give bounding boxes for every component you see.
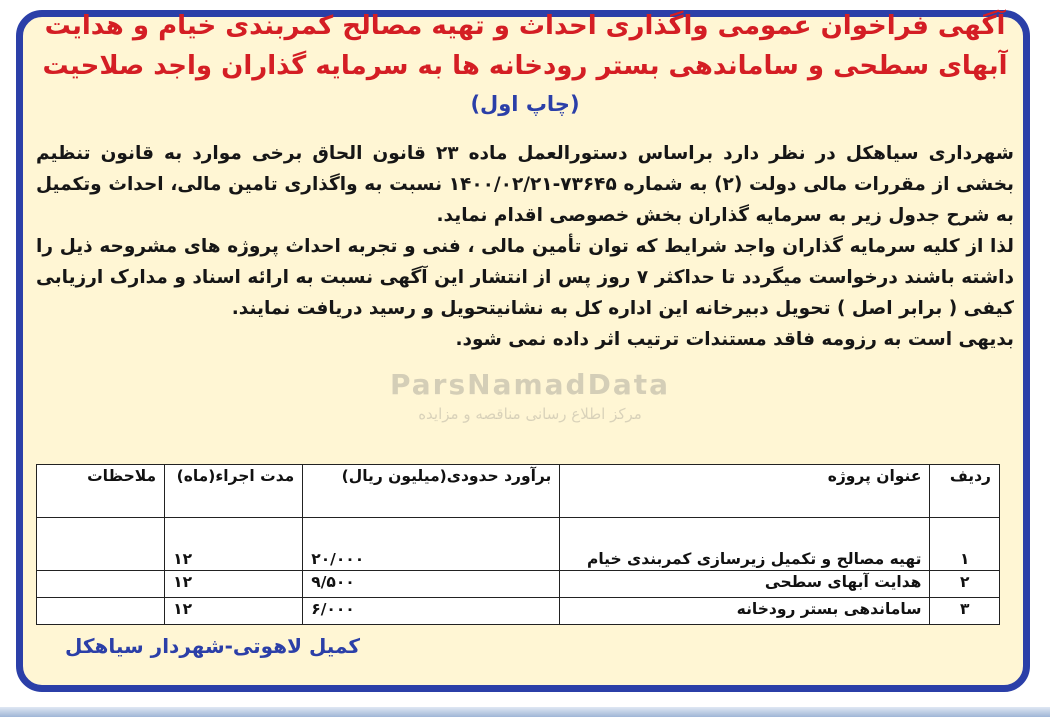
project-estimate: ۶/۰۰۰	[303, 598, 560, 625]
notice-paragraph-2: لذا از کلیه سرمایه گذاران واجد شرایط که توان تأمین مالی ، فنی و تجربه احداث پروژه های مشروحه ذیل را داشته باشند درخواست میگردد تا حداکثر ۷ روز پس از انتشار این آگهی نسبت به ارائه اسناد و مدارک ارزیابی کیفی ( برابر اصل ) تحویل دبیرخانه این اداره کل به نشانیتحویل و رسید دریافت نمایند.	[36, 236, 1014, 319]
notice-paragraph-3: بدیهی است به رزومه فاقد مستندات ترتیب اثر داده نمی شود.	[455, 329, 1014, 350]
project-title: ساماندهی بستر رودخانه	[560, 598, 930, 625]
table-row	[37, 518, 1000, 571]
project-notes	[37, 598, 165, 625]
table-row	[37, 598, 1000, 625]
header-project-title: عنوان پروژه	[560, 465, 930, 518]
bottom-bar	[0, 707, 1050, 717]
notice-title: آگهی فراخوان عمومی واگذاری احداث و تهیه مصالح کمربندی خیام و هدایت آبهای سطحی و ساماندهی بستر رودخانه ها به سرمایه گذاران واجد صلاحیت	[42, 11, 1008, 81]
project-title: تهیه مصالح و تکمیل زیرسازی کمربندی خیام	[560, 518, 930, 571]
project-duration: ۱۲	[165, 571, 303, 598]
header-row-number: ردیف	[930, 465, 1000, 518]
table-row	[37, 571, 1000, 598]
row-number: ۳	[930, 598, 1000, 625]
notice-paragraph-1: شهرداری سیاهکل در نظر دارد براساس دستورالعمل ماده ۲۳ قانون الحاق برخی موارد به قانون تنظیم بخشی از مقررات مالی دولت (۲) به شماره ۷۳۶۴۵-۱۴۰۰/۰۲/۲۱ نسبت به واگذاری تامین مالی، احداث وتکمیل به شرح جدول زیر به سرمایه گذاران بخش خصوصی اقدام نماید.	[36, 143, 1014, 226]
projects-table	[36, 464, 1000, 625]
project-estimate: ۹/۵۰۰	[303, 571, 560, 598]
project-duration: ۱۲	[165, 598, 303, 625]
project-estimate: ۲۰/۰۰۰	[303, 518, 560, 571]
header-notes: ملاحظات	[37, 465, 165, 518]
row-number: ۲	[930, 571, 1000, 598]
watermark-line: مرکز اطلاع رسانی مناقصه و مزایده	[418, 405, 642, 423]
signature: کمیل لاهوتی-شهردار سیاهکل	[65, 634, 360, 658]
project-notes	[37, 518, 165, 571]
row-number: ۱	[930, 518, 1000, 571]
notice-subtitle: (چاپ اول)	[470, 92, 580, 116]
project-duration: ۱۲	[165, 518, 303, 571]
project-title: هدایت آبهای سطحی	[560, 571, 930, 598]
table-header-row	[37, 465, 1000, 518]
header-estimate: برآورد حدودی(میلیون ریال)	[303, 465, 560, 518]
header-duration: مدت اجراء(ماه)	[165, 465, 303, 518]
project-notes	[37, 571, 165, 598]
watermark-brand: ParsNamadData	[390, 368, 670, 401]
notice-body	[36, 138, 1014, 355]
